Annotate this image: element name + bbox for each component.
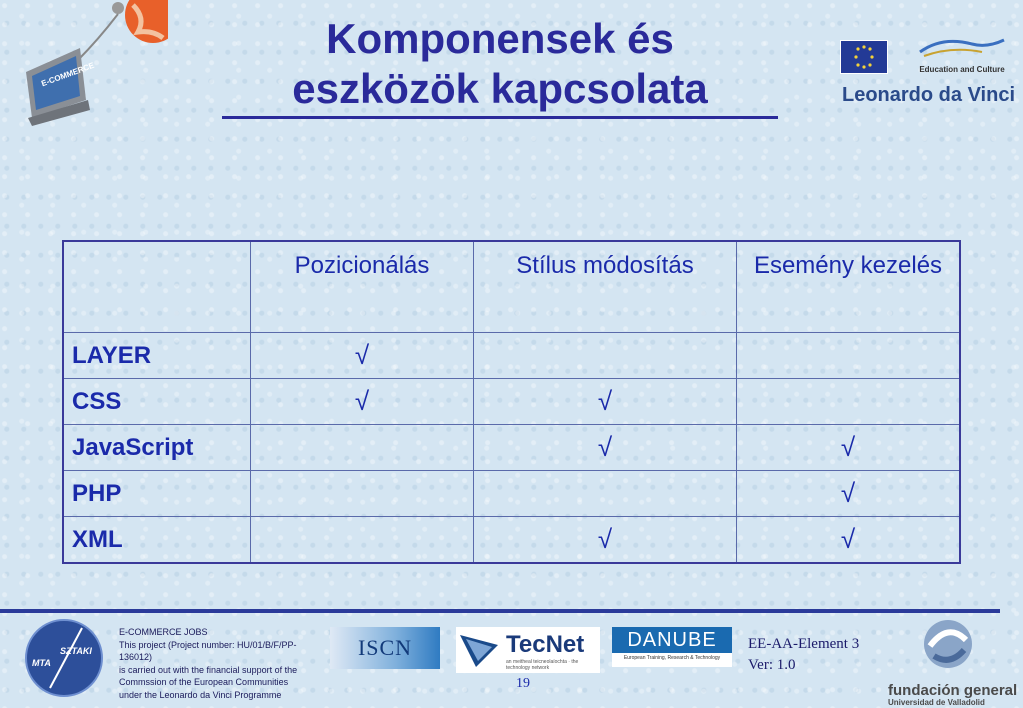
fundacion-general-logo xyxy=(888,616,1018,706)
fundacion-sub: Universidad de Valladolid xyxy=(888,698,985,707)
project-support: is carried out with the financial support of the xyxy=(119,664,298,675)
sztaki-label: SZTAKI xyxy=(60,646,92,656)
tecnet-label: TecNet xyxy=(506,631,585,658)
iscn-logo xyxy=(330,627,440,669)
danube-label: DANUBE xyxy=(612,627,732,653)
fundacion-label: fundación general xyxy=(888,682,1018,699)
check-cell: √ xyxy=(737,425,961,471)
title-line-2: eszközök kapcsolata xyxy=(222,64,778,119)
row-label: LAYER xyxy=(63,333,251,379)
check-cell xyxy=(251,425,474,471)
table-row xyxy=(63,471,960,517)
danube-sub: European Training, Research & Technology xyxy=(623,655,721,661)
header-esemeny-kezeles: Esemény kezelés xyxy=(737,241,961,333)
row-label: JavaScript xyxy=(63,425,251,471)
header-cell-empty xyxy=(63,241,251,333)
row-label: XML xyxy=(63,517,251,564)
footer-divider xyxy=(0,609,1000,613)
leonardo-logo-text: Leonardo da Vinci xyxy=(842,84,1015,106)
element-id: EE-AA-Element 3 xyxy=(748,636,860,652)
tecnet-sub: an meitheal teicneolaíochta · the technology network xyxy=(506,659,579,671)
project-title: E-COMMERCE JOBS xyxy=(119,627,208,637)
title-line-1: Komponensek és xyxy=(326,15,674,62)
education-culture-logo xyxy=(912,34,1012,74)
check-cell: √ xyxy=(474,425,737,471)
check-cell: √ xyxy=(737,517,961,564)
project-info xyxy=(119,626,329,701)
check-cell: √ xyxy=(251,333,474,379)
project-commission: Commssion of the European Communities xyxy=(119,677,289,687)
table-row xyxy=(63,425,960,471)
iscn-label: ISCN xyxy=(357,635,413,660)
element-version xyxy=(748,634,859,676)
row-label: PHP xyxy=(63,471,251,517)
check-cell xyxy=(251,471,474,517)
check-cell: √ xyxy=(251,379,474,425)
check-cell: √ xyxy=(474,517,737,564)
slide-title xyxy=(170,14,830,119)
ecommerce-label: E-COMMERCE xyxy=(40,60,96,89)
check-cell: √ xyxy=(737,471,961,517)
version-label: Ver: 1.0 xyxy=(748,657,796,673)
table-header-row xyxy=(63,241,960,333)
project-number: This project (Project number: HU/01/B/F/PP-136012) xyxy=(119,639,297,662)
check-cell xyxy=(474,471,737,517)
header-pozicionalas: Pozicionálás xyxy=(251,241,474,333)
mta-label: MTA xyxy=(32,658,51,668)
page-number: 19 xyxy=(516,676,530,691)
education-culture-label: Education and Culture xyxy=(919,65,1005,74)
header-stilus-modositas: Stílus módosítás xyxy=(474,241,737,333)
components-tools-table xyxy=(62,240,961,564)
table-row xyxy=(63,333,960,379)
ecommerce-clipart xyxy=(18,0,168,130)
danube-logo xyxy=(612,627,732,667)
check-cell: √ xyxy=(474,379,737,425)
row-label: CSS xyxy=(63,379,251,425)
table-row xyxy=(63,517,960,564)
check-cell xyxy=(474,333,737,379)
mta-sztaki-logo xyxy=(24,618,104,698)
check-cell xyxy=(251,517,474,564)
tecnet-logo xyxy=(456,627,600,673)
table-row xyxy=(63,379,960,425)
eu-flag-logo xyxy=(840,40,888,74)
check-cell xyxy=(737,333,961,379)
check-cell xyxy=(737,379,961,425)
project-programme: under the Leonardo da Vinci Programme xyxy=(119,689,282,700)
